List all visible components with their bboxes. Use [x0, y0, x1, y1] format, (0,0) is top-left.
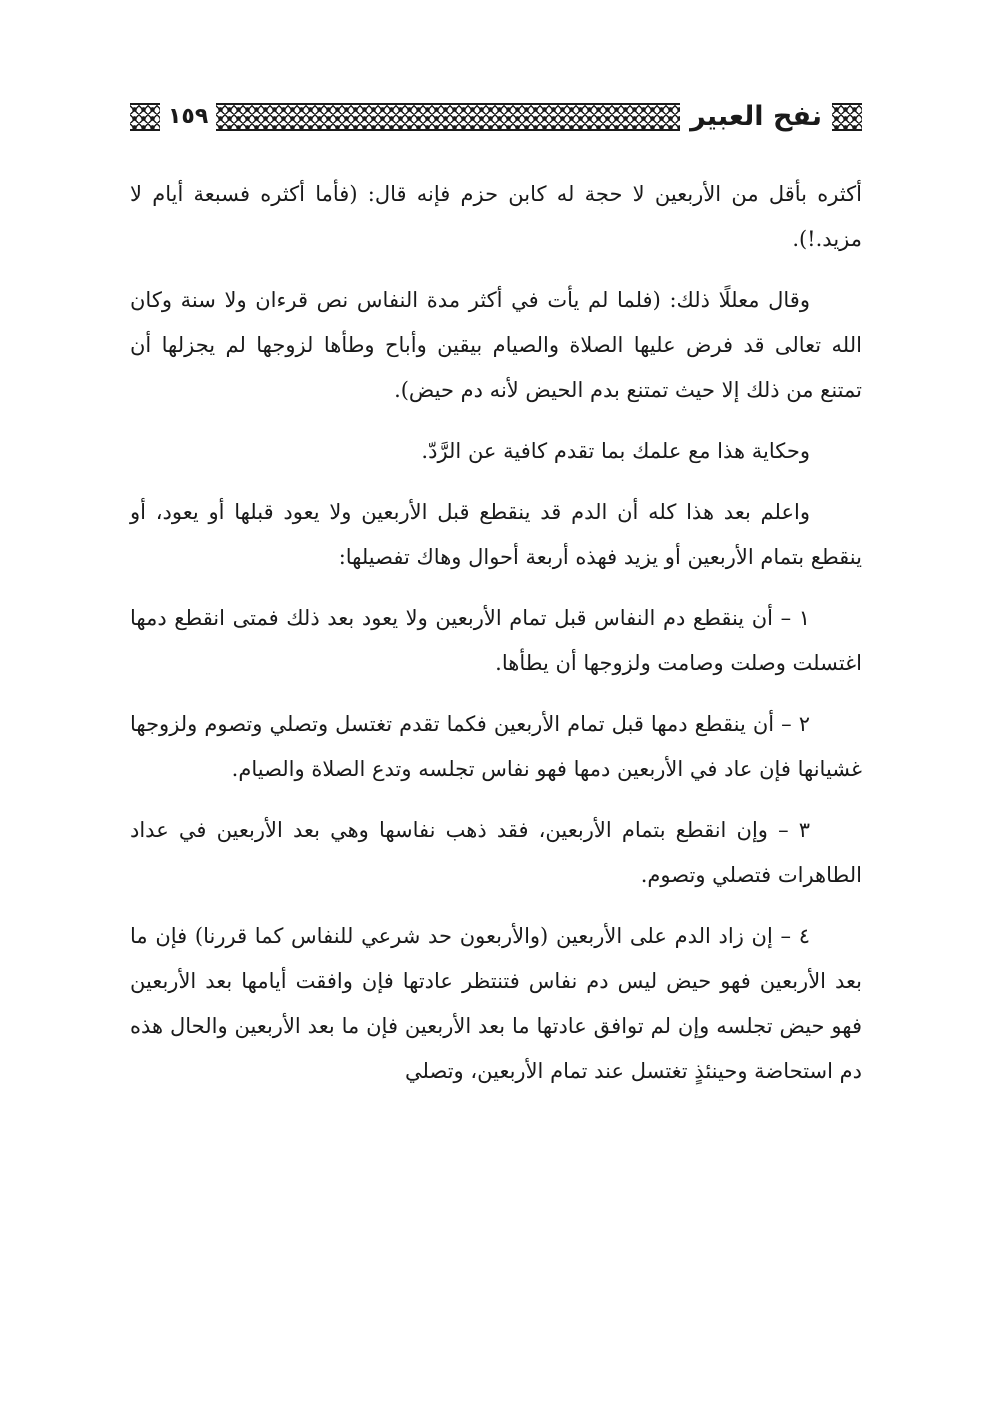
header-ornament-right: [832, 103, 862, 131]
paragraph-case-3: ٣ – وإن انقطع بتمام الأربعين، فقد ذهب نفاسها وهي بعد الأربعين في عداد الطاهرات فتصلي وتصوم.: [130, 818, 862, 887]
running-header: [130, 96, 862, 138]
paragraph-case-1: ١ – أن ينقطع دم النفاس قبل تمام الأربعين ولا يعود بعد ذلك فمتى انقطع دمها اغتسلت وصلت وصامت ولزوجها أن يطأها.: [130, 606, 862, 675]
paragraph-continuation: أكثره بأقل من الأربعين لا حجة له كابن حزم فإنه قال: (فأما أكثره فسبعة أيام لا مزيد.!).: [130, 182, 862, 251]
paragraph-refutation: وحكاية هذا مع علمك بما تقدم كافية عن الرَّدّ.: [421, 439, 810, 463]
page-body: [130, 172, 862, 1110]
header-ornament-band: [216, 103, 680, 131]
header-ornament-left: [130, 103, 160, 131]
book-title: نفح العبير: [690, 101, 822, 132]
paragraph-case-4: ٤ – إن زاد الدم على الأربعين (والأربعون حد شرعي للنفاس كما قررنا) فإن ما بعد الأربعين فهو حيض ليس دم نفاس فتنتظر عادتها فإن وافقت أيامها بعد الأربعين فهو حيض تجلسه وإن لم توافق عادتها ما بعد الأربعين فإن ما بعد الأربعين والحال هذه دم استحاضة وحينئذٍ تغتسل عند تمام الأربعين، وتصلي: [130, 924, 862, 1083]
page-number: ١٥٩: [168, 104, 209, 129]
paragraph-four-cases-intro: واعلم بعد هذا كله أن الدم قد ينقطع قبل الأربعين ولا يعود قبلها أو يعود، أو ينقطع بتمام الأربعين أو يزيد فهذه أربعة أحوال وهاك تفصيلها:: [130, 500, 862, 569]
paragraph-case-2: ٢ – أن ينقطع دمها قبل تمام الأربعين فكما تقدم تغتسل وتصلي وتصوم ولزوجها غشيانها فإن عاد في الأربعين دمها فهو نفاس تجلسه وتدع الصلاة والصيام.: [130, 712, 862, 781]
paragraph-ibn-hazm-quote: وقال معللًا ذلك: (فلما لم يأت في أكثر مدة النفاس نص قرءان ولا سنة وكان الله تعالى قد فرض عليها الصلاة والصيام بيقين وأباح وطأها لزوجها لم يجزلها أن تمتنع من ذلك إلا حيث تمتنع بدم الحيض لأنه دم حيض).: [130, 288, 862, 402]
